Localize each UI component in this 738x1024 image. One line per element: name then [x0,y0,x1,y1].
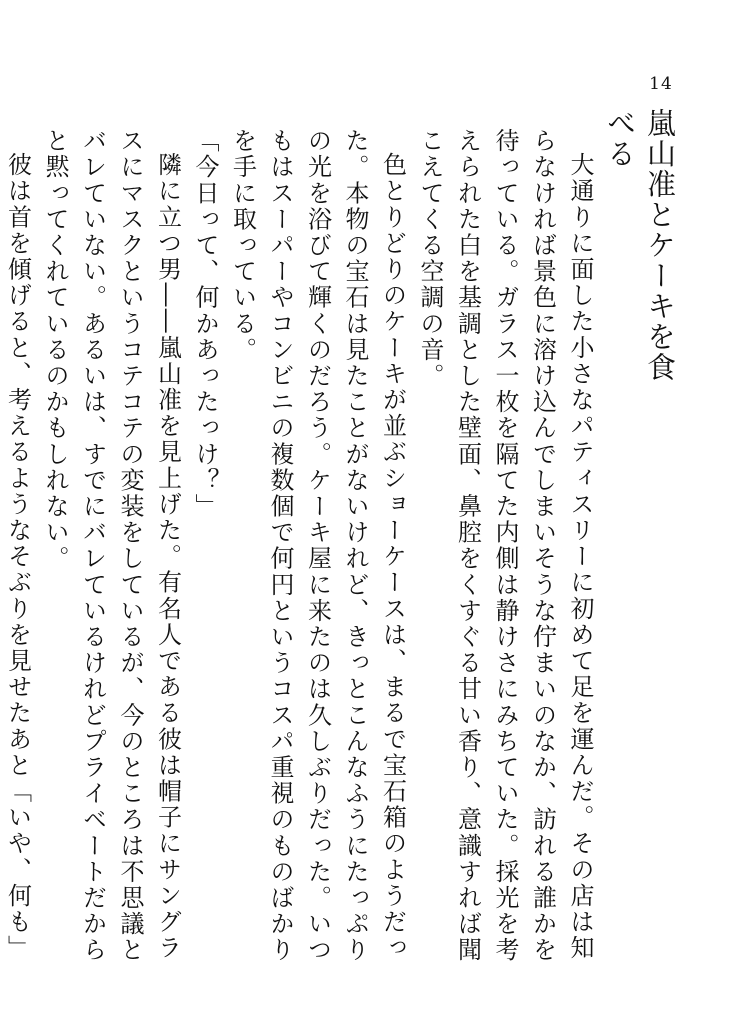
paragraph: 彼は首を傾げると、考えるようなそぶりを見せたあと「いや、何も」 [3,152,32,962]
page-number: 14 [649,74,673,94]
dialogue-line: 「今日って、何かあったっけ？」 [191,128,219,520]
paragraph: 大通りに面した小さなパティスリーに初めて足を運んだ。その店は知らなければ景色に溶け込んでしまいそうな佇まいのなか、訪れる誰かを待っている。ガラス一枚を隔てた内側は静けさにみちていた。採光を考えられた白を基調とした壁面、鼻腔をくすぐる甘い香り、意識すれば聞こえてくる空調の音。 [416,128,594,964]
body-text [3,128,598,980]
chapter-title: 嵐山准とケーキを食べる [603,108,677,383]
paragraph: 色とりどりのケーキが並ぶショーケースは、まるで宝石箱のようだった。本物の宝石は見たことがないけれど、きっとこんなふうにたっぷりの光を浴びて輝くのだろう。ケーキ屋に来たのは久しぶりだった。いつもはスーパーやコンビニの複数個で何円というコスパ重視のものばかりを手に取っている。 [228,128,407,964]
paragraph: 隣に立つ男――嵐山准を見上げた。有名人である彼は帽子にサングラスにマスクというコテコテの変装をしているが、今のところは不思議とバレていない。あるいは、すでにバレているけれどプライベートだからと黙ってくれているのかもしれない。 [41,128,182,964]
